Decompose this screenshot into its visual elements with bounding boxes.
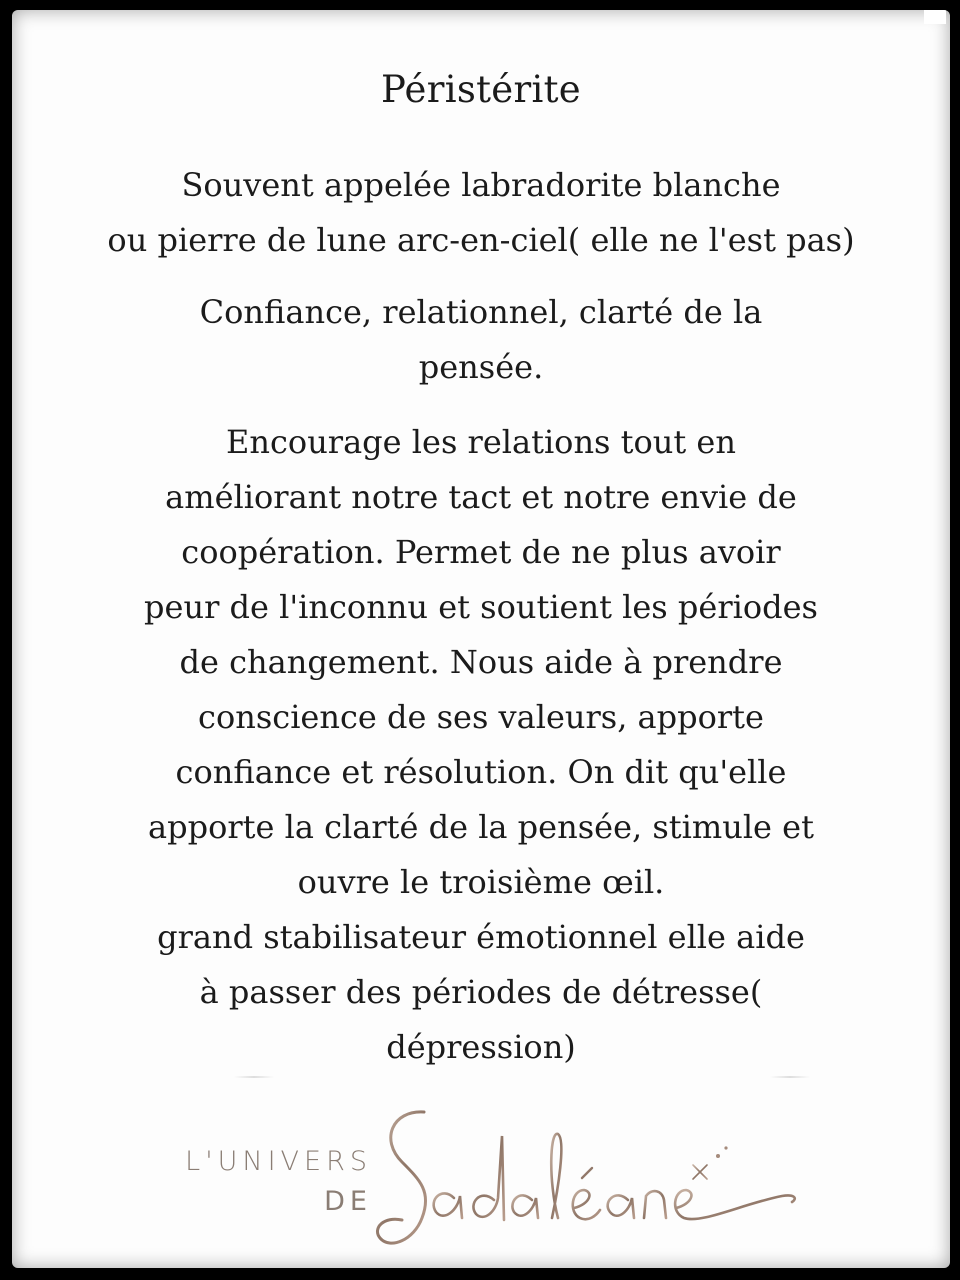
text-line: à passer des périodes de détresse(	[199, 973, 763, 1011]
text-line: Encourage les relations tout en	[226, 423, 736, 461]
divider	[770, 1076, 810, 1078]
text-line: améliorant notre tact et notre envie de	[165, 478, 797, 516]
text-line: de changement. Nous aide à prendre	[179, 643, 783, 681]
text-line: apporte la clarté de la pensée, stimule et	[148, 808, 814, 846]
page-title: Péristérite	[381, 68, 581, 111]
text-line: dépression)	[386, 1028, 576, 1066]
divider	[234, 1076, 274, 1078]
text-line: Souvent appelée labradorite blanche	[181, 166, 781, 204]
text-line: pensée.	[418, 348, 544, 386]
logo-text-univers: L'UNIVERS	[185, 1146, 372, 1177]
text-line: peur de l'inconnu et soutient les périodes	[144, 588, 818, 626]
document-card	[12, 10, 950, 1268]
paragraph-description	[52, 415, 910, 1075]
page-corner	[924, 10, 946, 24]
logo-script-signature	[362, 1100, 822, 1260]
text-line: conscience de ses valeurs, apporte	[198, 698, 764, 736]
text-line: confiance et résolution. On dit qu'elle	[175, 753, 787, 791]
brand-logo	[162, 1100, 822, 1260]
paragraph-keywords	[52, 285, 910, 395]
text-line: Confiance, relationnel, clarté de la	[199, 293, 763, 331]
text-line: coopération. Permet de ne plus avoir	[181, 533, 781, 571]
text-line: grand stabilisateur émotionnel elle aide	[157, 918, 805, 956]
text-line: ou pierre de lune arc-en-ciel( elle ne l'est pas)	[107, 221, 855, 259]
logo-text-de: DE	[324, 1186, 372, 1217]
paragraph-alias	[52, 158, 910, 268]
text-line: ouvre le troisième œil.	[297, 863, 665, 901]
